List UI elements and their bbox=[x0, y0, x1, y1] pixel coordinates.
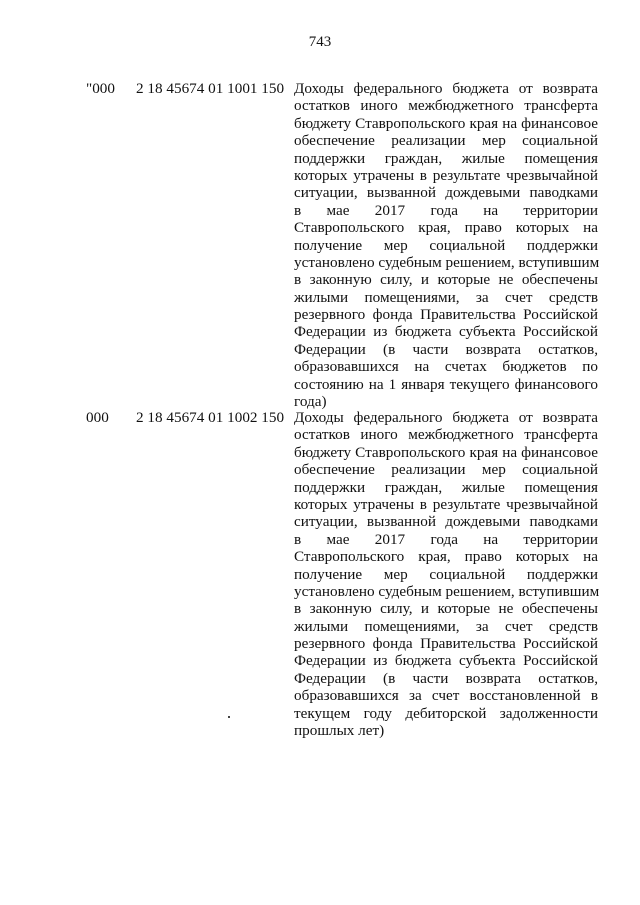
description-line: поддержки граждан, жилые помещения bbox=[294, 478, 598, 496]
description-line: ситуации, вызванной дождевыми паводками bbox=[294, 184, 598, 202]
description-line: резервного фонда Правительства Российской bbox=[294, 635, 598, 653]
description-line: Федерации из бюджета субъекта Российской bbox=[294, 652, 598, 670]
admin-code: "000 bbox=[86, 80, 115, 97]
description-line: получение мер социальной поддержки bbox=[294, 565, 598, 583]
description-line: Ставропольского края, право которых на bbox=[294, 219, 598, 237]
budget-classification-code: 2 18 45674 01 1002 150 bbox=[136, 409, 285, 426]
description-line: Ставропольского края, право которых на bbox=[294, 548, 598, 566]
income-description bbox=[294, 80, 598, 410]
description-line: в законную силу, и которые не обеспечены bbox=[294, 600, 598, 618]
description-line: обеспечение реализации мер социальной bbox=[294, 461, 598, 479]
description-line: ситуации, вызванной дождевыми паводками bbox=[294, 513, 598, 531]
description-line: бюджету Ставропольского края на финансовое bbox=[294, 114, 598, 132]
description-line: Доходы федерального бюджета от возврата bbox=[294, 409, 598, 426]
budget-classification-code: 2 18 45674 01 1001 150 bbox=[136, 80, 285, 97]
admin-code: 000 bbox=[86, 409, 109, 426]
description-line: получение мер социальной поддержки bbox=[294, 236, 598, 254]
description-line: прошлых лет) bbox=[294, 722, 385, 740]
description-line: установлено судебным решением, вступившим bbox=[294, 253, 600, 271]
description-line: жилыми помещениями, за счет средств bbox=[294, 288, 598, 306]
description-line: образовавшихся на счетах бюджетов по bbox=[294, 358, 598, 376]
description-line: в законную силу, и которые не обеспечены bbox=[294, 271, 598, 289]
description-line: образовавшихся за счет восстановленной в bbox=[294, 687, 598, 705]
description-line: бюджету Ставропольского края на финансовое bbox=[294, 443, 598, 461]
description-line: Доходы федерального бюджета от возврата bbox=[294, 80, 598, 97]
description-line: обеспечение реализации мер социальной bbox=[294, 132, 598, 150]
description-line: состоянию на 1 января текущего финансового bbox=[294, 375, 598, 393]
description-line: которых утрачены в результате чрезвычайной bbox=[294, 495, 598, 513]
description-line: Федерации из бюджета субъекта Российской bbox=[294, 323, 598, 341]
description-line: в мае 2017 года на территории bbox=[294, 530, 598, 548]
description-line: установлено судебным решением, вступившим bbox=[294, 582, 600, 600]
description-line: в мае 2017 года на территории bbox=[294, 201, 598, 219]
description-line: остатков иного межбюджетного трансферта bbox=[294, 426, 598, 444]
description-line: Федерации (в части возврата остатков, bbox=[294, 669, 598, 687]
page-number: 743 bbox=[308, 34, 332, 50]
income-description bbox=[294, 409, 598, 739]
description-line: остатков иного межбюджетного трансферта bbox=[294, 97, 598, 115]
description-line: текущем году дебиторской задолженности bbox=[294, 704, 598, 722]
description-line: жилыми помещениями, за счет средств bbox=[294, 617, 598, 635]
description-line: поддержки граждан, жилые помещения bbox=[294, 149, 598, 167]
description-line: Федерации (в части возврата остатков, bbox=[294, 340, 598, 358]
description-line: которых утрачены в результате чрезвычайной bbox=[294, 166, 598, 184]
description-line: года) bbox=[294, 393, 327, 411]
description-line: резервного фонда Правительства Российской bbox=[294, 306, 598, 324]
scan-speck bbox=[228, 716, 230, 718]
